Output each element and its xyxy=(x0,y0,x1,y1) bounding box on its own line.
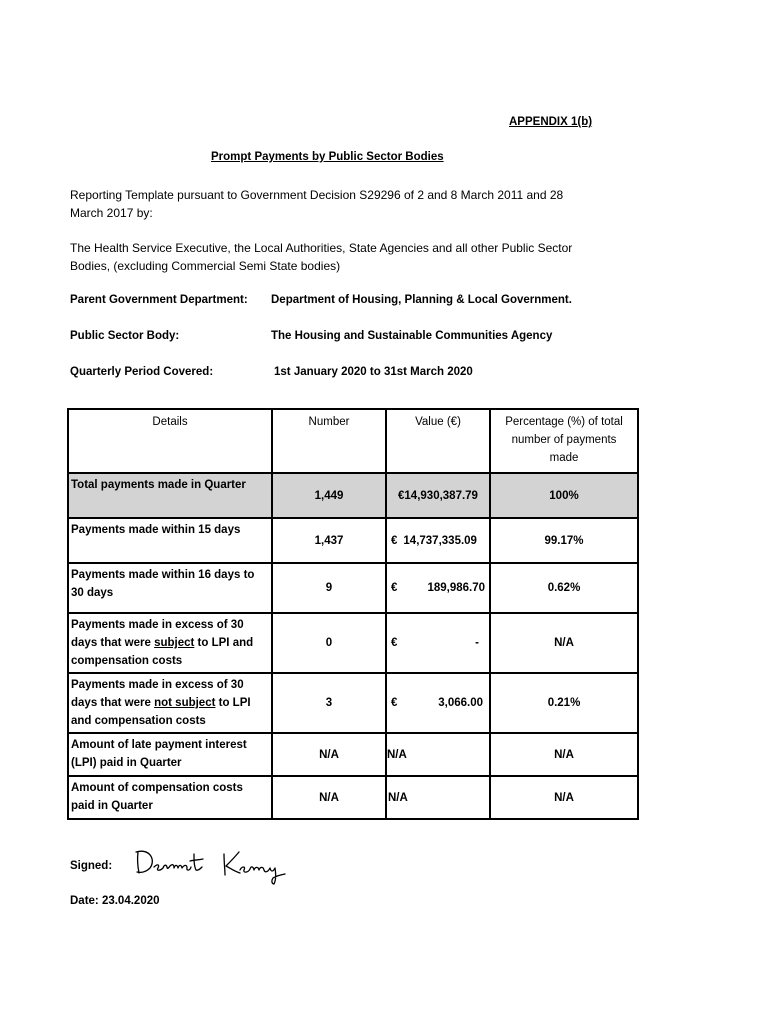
row-value: N/A xyxy=(386,733,490,776)
table-row xyxy=(68,776,638,819)
row-number: N/A xyxy=(272,776,386,819)
public-sector-body-label: Public Sector Body: xyxy=(70,330,180,342)
table-row xyxy=(68,613,638,673)
intro-paragraph-2: The Health Service Executive, the Local Authorities, State Agencies and all other Public Sector Bodies, (excluding Commercial Semi State bodies) xyxy=(70,241,573,273)
table-row xyxy=(68,673,638,733)
payments-table xyxy=(67,408,639,820)
row-number: 9 xyxy=(272,563,386,613)
table-row xyxy=(68,733,638,776)
row-number: N/A xyxy=(272,733,386,776)
underlined-term: not subject xyxy=(154,697,216,709)
signed-label: Signed: xyxy=(70,860,113,872)
row-value xyxy=(386,563,490,613)
row-value: €14,930,387.79 xyxy=(386,473,490,518)
row-details: Payments made within 15 days xyxy=(68,518,272,563)
row-percentage: N/A xyxy=(490,776,638,819)
row-percentage: N/A xyxy=(490,733,638,776)
appendix-label: APPENDIX 1(b) xyxy=(509,116,593,128)
intro-paragraph-1: Reporting Template pursuant to Government Decision S29296 of 2 and 8 March 2011 and 28 March 2017 by: xyxy=(70,188,564,220)
row-value: N/A xyxy=(386,776,490,819)
row-details: Amount of late payment interest (LPI) paid in Quarter xyxy=(68,733,272,776)
handwritten-signature xyxy=(130,840,300,886)
row-number: 1,449 xyxy=(272,473,386,518)
table-header-row xyxy=(68,409,638,473)
row-details: Amount of compensation costs paid in Quarter xyxy=(68,776,272,819)
row-details: Total payments made in Quarter xyxy=(68,473,272,518)
row-number: 3 xyxy=(272,673,386,733)
currency-symbol: € xyxy=(391,697,398,709)
row-details: Payments made within 16 days to 30 days xyxy=(68,563,272,613)
currency-symbol: € xyxy=(391,582,398,594)
amount: 189,986.70 xyxy=(427,582,485,594)
public-sector-body-value: The Housing and Sustainable Communities Agency xyxy=(271,330,553,342)
amount: 3,066.00 xyxy=(438,697,483,709)
row-percentage: N/A xyxy=(490,613,638,673)
currency-symbol: € xyxy=(391,534,398,547)
header-value: Value (€) xyxy=(386,409,490,473)
row-percentage: 99.17% xyxy=(490,518,638,563)
table-row xyxy=(68,563,638,613)
row-value xyxy=(386,673,490,733)
document-title: Prompt Payments by Public Sector Bodies xyxy=(211,151,444,163)
period-covered-label: Quarterly Period Covered: xyxy=(70,366,214,378)
row-percentage: 100% xyxy=(490,473,638,518)
date-label: Date: 23.04.2020 xyxy=(70,895,160,907)
row-percentage: 0.62% xyxy=(490,563,638,613)
parent-department-label: Parent Government Department: xyxy=(70,294,248,306)
header-details: Details xyxy=(68,409,272,473)
row-details: Payments made in excess of 30 days that were not subject to LPI and compensation costs xyxy=(68,673,272,733)
parent-department-value: Department of Housing, Planning & Local Government. xyxy=(271,294,572,306)
currency-symbol: € xyxy=(391,637,398,649)
header-number: Number xyxy=(272,409,386,473)
underlined-term: subject xyxy=(154,637,195,649)
table-row xyxy=(68,473,638,518)
table-row xyxy=(68,518,638,563)
row-number: 1,437 xyxy=(272,518,386,563)
header-percentage: Percentage (%) of total number of payments made xyxy=(490,409,638,473)
row-value xyxy=(386,518,490,563)
row-percentage: 0.21% xyxy=(490,673,638,733)
amount: - xyxy=(475,637,479,649)
row-number: 0 xyxy=(272,613,386,673)
period-covered-value: 1st January 2020 to 31st March 2020 xyxy=(274,366,473,378)
amount: 14,737,335.09 xyxy=(403,534,477,547)
row-details: Payments made in excess of 30 days that were subject to LPI and compensation costs xyxy=(68,613,272,673)
row-value xyxy=(386,613,490,673)
